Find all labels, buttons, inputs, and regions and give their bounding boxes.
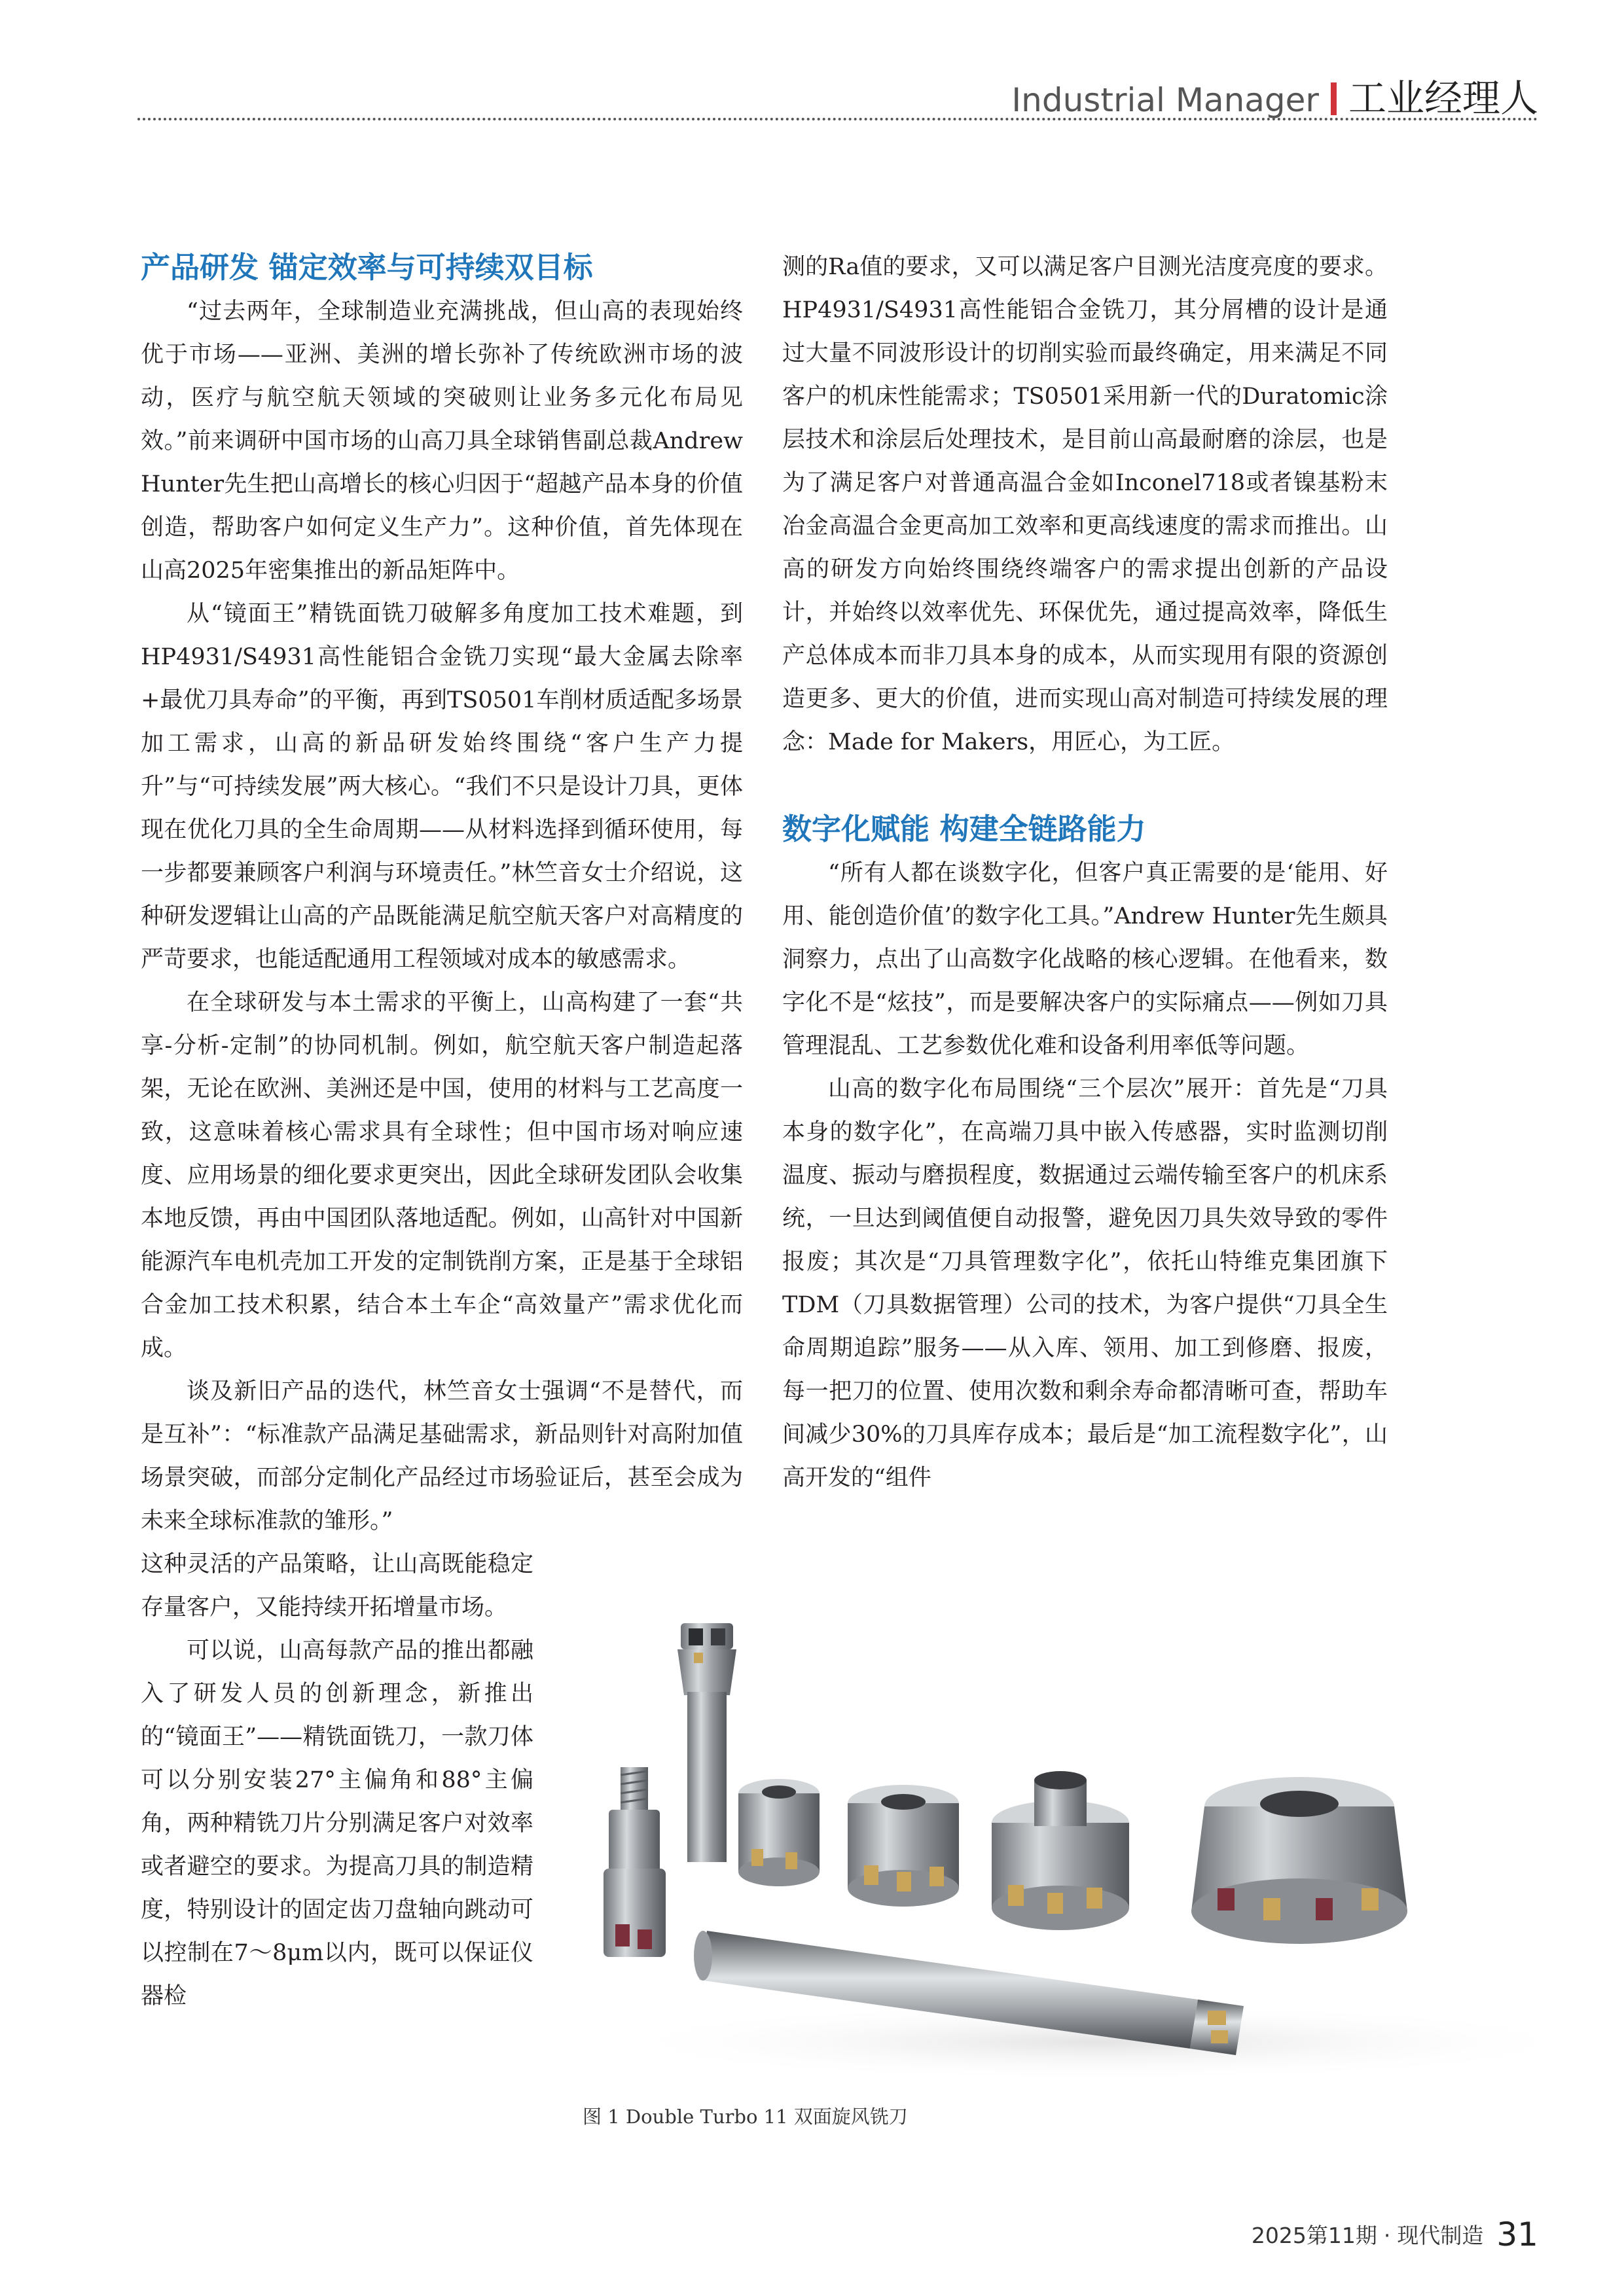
header-divider-bar xyxy=(1331,82,1337,115)
header-title xyxy=(1011,67,1538,122)
page-number: 31 xyxy=(1496,2215,1538,2253)
small-threaded-cutter xyxy=(604,1767,666,1957)
section1-paragraph-1: “过去两年，全球制造业充满挑战，但山高的表现始终优于市场——亚洲、美洲的增长弥补了传统欧洲市场的波动，医疗与航空航天领域的突破则让业务多元化布局见效。”前来调研中国市场的山高刀具全球销售副总裁Andrew Hunter先生把山高增长的核心归因于“超越产品本身的价值创造，帮助客户如何定义生产力”。这种价值，首先体现在山高2025年密集推出的新品矩阵中。 xyxy=(141,298,743,584)
face-mill-medium xyxy=(848,1785,959,1907)
milling-cutters-photo xyxy=(589,1623,1591,2085)
header-title-cn: 工业经理人 xyxy=(1348,76,1538,120)
section1-paragraph-2: 从“镜面王”精铣面铣刀破解多角度加工技术难题，到HP4931/S4931高性能铝合金铣刀实现“最大金属去除率+最优刀具寿命”的平衡，再到TS0501车削材质适配多场景加工需求，山高的新品研发始终围绕“客户生产力提升”与“可持续发展”两大核心。“我们不只是设计刀具，更体现在优化刀具的全生命周期——从材料选择到循环使用，每一步都要兼顾客户利润与环境责任。”林竺音女士介绍说，这种研发逻辑让山高的产品既能满足航空航天客户对高精度的严苛要求，也能适配通用工程领域对成本的敏感需求。 xyxy=(141,601,743,973)
footer-separator: · xyxy=(1383,2223,1391,2248)
right-column xyxy=(782,245,1388,1499)
footer-issue: 2025第11期 xyxy=(1251,2223,1377,2248)
section1-paragraph-6: 测的Ra值的要求，又可以满足客户目测光洁度亮度的要求。HP4931/S4931高性能铝合金铣刀，其分屑槽的设计是通过大量不同波形设计的切削实验而最终确定，用来满足不同客户的机床性能需求；TS0501采用新一代的Duratomic涂层技术和涂层后处理技术，是目前山高最耐磨的涂层，也是为了满足客户对普通高温合金如Inconel718或者镍基粉末冶金高温合金更高加工效率和更高线速度的需求而推出。山高的研发方向始终围绕终端客户的需求提出创新的产品设计，并始终以效率优先、环保优先，通过提高效率，降低生产总体成本而非刀具本身的成本，从而实现用有限的资源创造更多、更大的价值，进而实现山高对制造可持续发展的理念：Made for Makers，用匠心，为工匠。 xyxy=(782,254,1388,755)
header-dotted-rule xyxy=(137,118,1538,120)
footer-magazine: 现代制造 xyxy=(1397,2223,1484,2248)
section1-paragraph-3: 在全球研发与本土需求的平衡上，山高构建了一套“共享-分析-定制”的协同机制。例如，航空航天客户制造起落架，无论在欧洲、美洲还是中国，使用的材料与工艺高度一致，这意味着核心需求具有全球性；但中国市场对响应速度、应用场景的细化要求更突出，因此全球研发团队会收集本地反馈，再由中国团队落地适配。例如，山高针对中国新能源汽车电机壳加工开发的定制铣削方案，正是基于全球铝合金加工技术积累，结合本土车企“高效量产”需求优化而成。 xyxy=(141,990,743,1361)
face-mill-small xyxy=(738,1779,820,1886)
face-mill-large xyxy=(992,1771,1129,1930)
face-mill-xlarge xyxy=(1191,1777,1407,1944)
page-footer xyxy=(1252,2215,1538,2253)
header-title-en: Industrial Manager xyxy=(1011,81,1319,119)
long-shank-end-mill xyxy=(677,1623,736,1862)
section2-paragraph-2: 山高的数字化布局围绕“三个层次”展开：首先是“刀具本身的数字化”，在高端刀具中嵌入传感器，实时监测切削温度、振动与磨损程度，数据通过云端传输至客户的机床系统，一旦达到阈值便自动报警，避免因刀具失效导致的零件报废；其次是“刀具管理数字化”，依托山特维克集团旗下TDM（刀具数据管理）公司的技术，为客户提供“刀具全生命周期追踪”服务——从入库、领用、加工到修磨、报废，每一把刀的位置、使用次数和剩余寿命都清晰可查，帮助车间减少30%的刀具库存成本；最后是“加工流程数字化”，山高开发的“组件 xyxy=(782,1076,1388,1491)
section1-paragraph-5: 可以说，山高每款产品的推出都融入了研发人员的创新理念，新推出的“镜面王”——精铣面铣刀，一款刀体可以分别安装27°主偏角和88°主偏角，两种精铣刀片分别满足客户对效率或者避空的要求。为提高刀具的制造精度，特别设计的固定齿刀盘轴向跳动可以控制在7～8μm以内，既可以保证仪器检 xyxy=(141,1638,533,2009)
milling-cutters-illustration xyxy=(589,1623,1591,2085)
section1-heading: 产品研发 锚定效率与可持续双目标 xyxy=(141,250,593,285)
figure-caption: 图 1 Double Turbo 11 双面旋风铣刀 xyxy=(583,2106,908,2128)
section2-heading: 数字化赋能 构建全链路能力 xyxy=(782,812,1146,846)
section1-paragraph-4: 谈及新旧产品的迭代，林竺音女士强调“不是替代，而是互补”：“标准款产品满足基础需求，新品则针对高附加值场景突破，而部分定制化产品经过市场验证后，甚至会成为未来全球标准款的雏形。” xyxy=(141,1378,743,1534)
page-header xyxy=(137,62,1538,121)
section1-paragraph-4-continued: 这种灵活的产品策略，让山高既能稳定存量客户，又能持续开拓增量市场。 xyxy=(141,1551,533,1621)
section2-paragraph-1: “所有人都在谈数字化，但客户真正需要的是‘能用、好用、能创造价值’的数字化工具。”Andrew Hunter先生颇具洞察力，点出了山高数字化战略的核心逻辑。在他看来，数字化不是“炫技”，而是要解决客户的实际痛点——例如刀具管理混乱、工艺参数优化难和设备利用率低等问题。 xyxy=(782,860,1388,1059)
